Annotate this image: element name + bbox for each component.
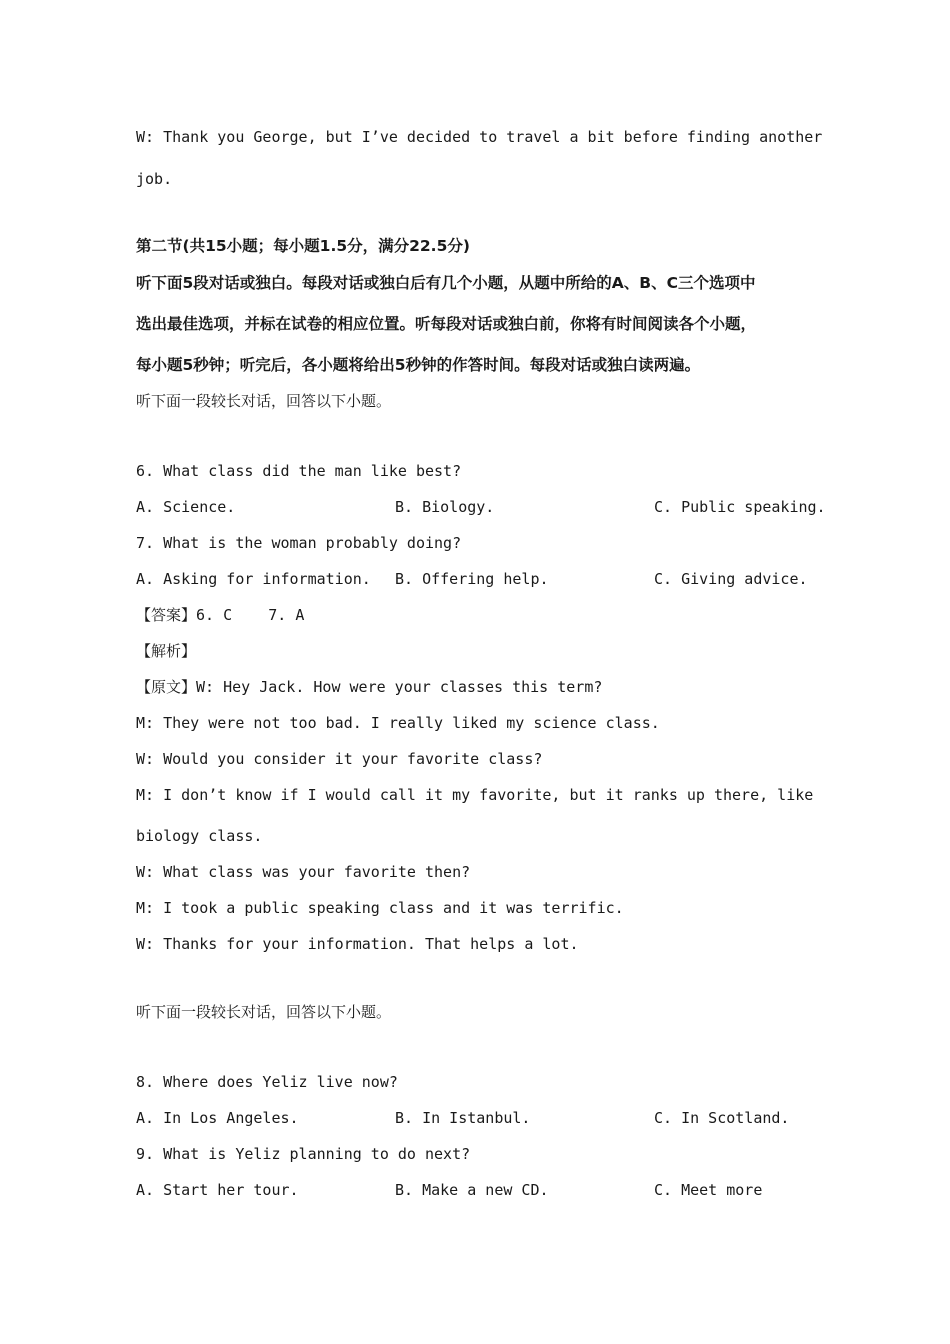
q9-option-c: C. Meet more: [654, 1181, 763, 1199]
instruction-line-2: 选出最佳选项，并标在试卷的相应位置。听每段对话或独白前，你将有时间阅读各个小题，: [136, 315, 757, 333]
question-8: 8. Where does Yeliz live now?: [136, 1073, 398, 1091]
question-7: 7. What is the woman probably doing?: [136, 534, 462, 552]
transcript-line: 【原文】W: Hey Jack. How were your classes this term?: [136, 678, 603, 696]
instruction-line-1: 听下面5段对话或独白。每段对话或独白后有几个小题，从题中所给的A、B、C三个选项中: [136, 274, 756, 292]
q7-option-c: C. Giving advice.: [654, 570, 808, 588]
instruction-line-3: 每小题5秒钟；听完后，各小题将给出5秒钟的作答时间。每段对话或独白读两遍。: [136, 356, 701, 374]
answer-line: 【答案】6. C 7. A: [136, 606, 305, 624]
transcript-line: W: Would you consider it your favorite class?: [136, 750, 543, 768]
q6-option-b: B. Biology.: [395, 498, 495, 516]
transcript-line: biology class.: [136, 827, 263, 845]
analysis-label: 【解析】: [136, 642, 197, 660]
dialogue-line-woman: W: Thank you George, but I’ve decided to travel a bit before finding another: [136, 128, 823, 146]
dialogue-line-continuation: job.: [136, 170, 173, 188]
section-title: 第二节(共15小题；每小题1.5分，满分22.5分): [136, 237, 470, 255]
q7-option-a: A. Asking for information.: [136, 570, 371, 588]
listening-prompt-2: 听下面一段较长对话，回答以下小题。: [136, 1003, 392, 1021]
q8-option-a: A. In Los Angeles.: [136, 1109, 299, 1127]
q6-option-c: C. Public speaking.: [654, 498, 826, 516]
transcript-line: W: What class was your favorite then?: [136, 863, 471, 881]
q9-option-b: B. Make a new CD.: [395, 1181, 549, 1199]
question-9: 9. What is Yeliz planning to do next?: [136, 1145, 471, 1163]
q9-option-a: A. Start her tour.: [136, 1181, 299, 1199]
transcript-line: W: Thanks for your information. That helps a lot.: [136, 935, 579, 953]
transcript-line: M: I took a public speaking class and it was terrific.: [136, 899, 624, 917]
transcript-line: M: They were not too bad. I really liked my science class.: [136, 714, 660, 732]
question-6: 6. What class did the man like best?: [136, 462, 462, 480]
q8-option-c: C. In Scotland.: [654, 1109, 790, 1127]
transcript-line: M: I don’t know if I would call it my favorite, but it ranks up there, like: [136, 786, 814, 804]
q7-option-b: B. Offering help.: [395, 570, 549, 588]
listening-prompt-1: 听下面一段较长对话，回答以下小题。: [136, 392, 392, 410]
q8-option-b: B. In Istanbul.: [395, 1109, 531, 1127]
q6-option-a: A. Science.: [136, 498, 236, 516]
